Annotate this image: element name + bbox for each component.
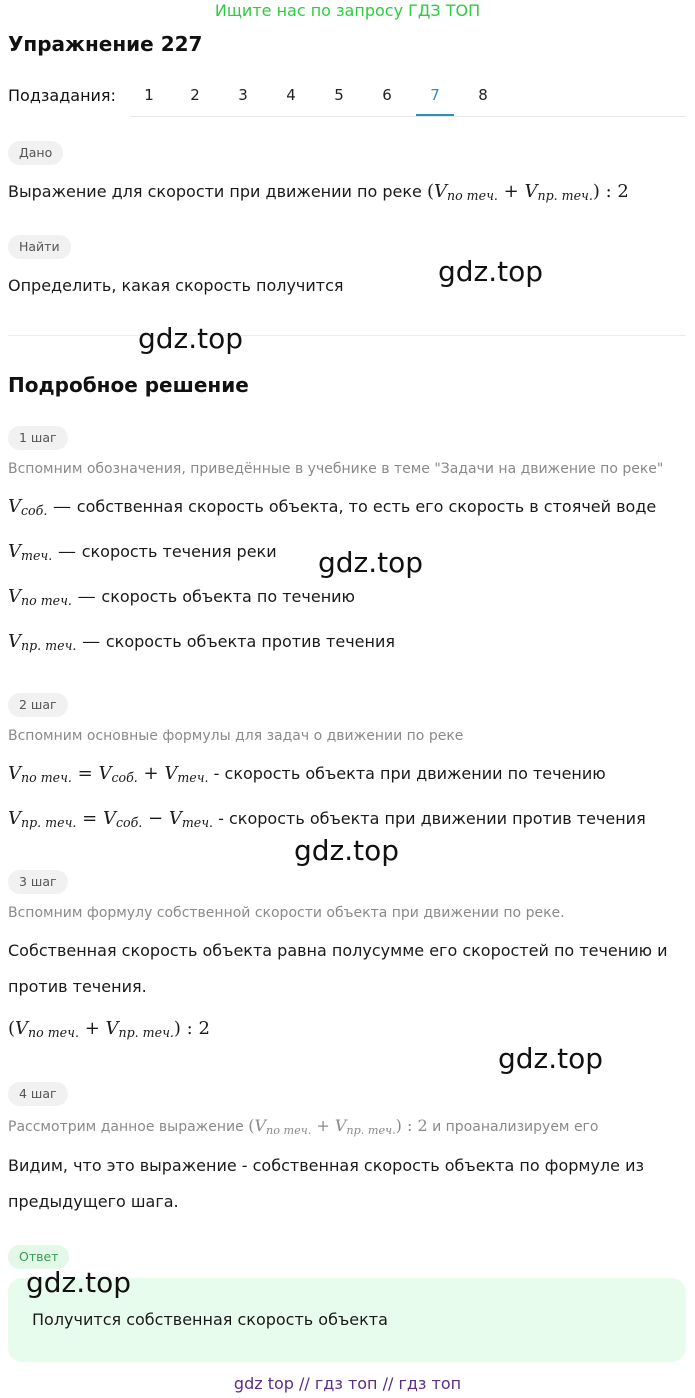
given-badge-label: Дано <box>8 141 63 165</box>
step4-badge <box>8 1082 68 1106</box>
step3-intro: Вспомним формулу собственной скорости объекта при движении по реке. <box>8 905 565 921</box>
formula-downstream: $V_{по теч.} = V_{соб.} + V_{теч.}$ - скорость объекта при движении по течению <box>8 763 606 786</box>
find-badge <box>8 235 71 259</box>
notation-line: $V_{соб.}$ — собственная скорость объекта, то есть его скорость в стоячей воде <box>8 496 657 519</box>
answer-text: Получится собственная скорость объекта <box>32 1310 388 1329</box>
find-badge-label: Найти <box>8 235 71 259</box>
step1-badge <box>8 426 68 450</box>
step3-badge <box>8 870 68 894</box>
given-text <box>8 181 629 203</box>
promo-banner: Ищите нас по запросу ГДЗ ТОП <box>214 1 481 20</box>
tab-subtask-4[interactable]: 4 <box>286 86 296 104</box>
divider <box>8 335 686 336</box>
subtask-tabs <box>130 76 686 117</box>
watermark: gdz.top <box>438 255 544 288</box>
page-title: Упражнение 227 <box>8 32 203 56</box>
watermark: gdz.top <box>318 546 424 579</box>
tab-subtask-7[interactable]: 7 <box>416 76 454 116</box>
step3-expression: $(V_{по теч.} + V_{пр. теч.})$ : 2 <box>8 1018 210 1041</box>
notation-line: $V_{по теч.}$ — скорость объекта по течению <box>8 586 356 609</box>
tab-subtask-1[interactable]: 1 <box>144 86 154 104</box>
tab-subtask-2[interactable]: 2 <box>190 86 200 104</box>
given-description: Выражение для скорости при движении по реке <box>8 182 422 201</box>
step2-badge-label: 2 шаг <box>8 693 68 717</box>
tab-subtask-8[interactable]: 8 <box>478 86 488 104</box>
tab-subtask-6[interactable]: 6 <box>382 86 392 104</box>
step4-badge-label: 4 шаг <box>8 1082 68 1106</box>
step4-line2: предыдущего шага. <box>8 1192 179 1211</box>
tab-subtask-3[interactable]: 3 <box>238 86 248 104</box>
formula-upstream: $V_{пр. теч.} = V_{соб.} - V_{теч.}$ - скорость объекта при движении против течения <box>8 808 646 831</box>
step4-line1: Видим, что это выражение - собственная скорость объекта по формуле из <box>8 1156 644 1175</box>
step3-badge-label: 3 шаг <box>8 870 68 894</box>
subtasks-label: Подзадания: <box>8 86 116 105</box>
watermark: gdz.top <box>498 1042 604 1075</box>
notation-line: $V_{теч.}$ — скорость течения реки <box>8 541 277 564</box>
watermark: gdz.top <box>138 322 244 355</box>
step2-intro: Вспомним основные формулы для задач о движении по реке <box>8 728 464 744</box>
given-badge <box>8 141 63 165</box>
answer-badge-label: Ответ <box>8 1245 69 1269</box>
notation-line: $V_{пр. теч.}$ — скорость объекта против течения <box>8 631 395 654</box>
step1-badge-label: 1 шаг <box>8 426 68 450</box>
step2-badge <box>8 693 68 717</box>
footer-links[interactable]: gdz top // гдз топ // гдз топ <box>233 1374 462 1393</box>
given-expression: $(V_{по теч.} + V_{пр. теч.})$ : 2 <box>426 181 629 204</box>
find-text: Определить, какая скорость получится <box>8 276 344 295</box>
step3-line1: Собственная скорость объекта равна полусумме его скоростей по течению и <box>8 941 668 960</box>
step4-intro: Рассмотрим данное выражение $(V_{по теч.} + V_{пр. теч.})$ : 2 и проанализируем его <box>8 1116 599 1137</box>
step3-line2: против течения. <box>8 977 147 996</box>
solution-title: Подробное решение <box>8 373 249 397</box>
tab-subtask-5[interactable]: 5 <box>334 86 344 104</box>
step1-intro: Вспомним обозначения, приведённые в учебнике в теме "Задачи на движение по реке" <box>8 461 664 477</box>
watermark: gdz.top <box>294 834 400 867</box>
watermark: gdz.top <box>26 1266 132 1299</box>
